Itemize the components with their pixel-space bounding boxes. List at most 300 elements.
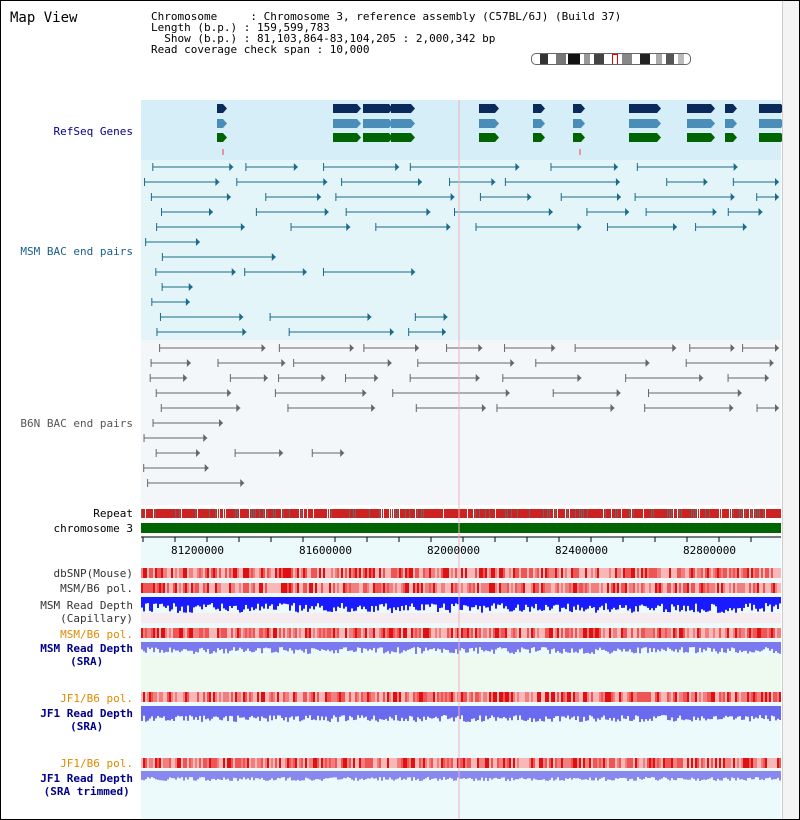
read-depth-bar (445, 706, 447, 716)
read-depth-bar (685, 597, 687, 611)
polymorphism-cell (281, 568, 283, 578)
polymorphism-cell (399, 692, 401, 702)
polymorphism-cell (279, 568, 281, 578)
read-depth-bar (593, 597, 595, 607)
read-depth-bar (583, 706, 585, 717)
read-depth-bar (147, 597, 149, 603)
polymorphism-cell (599, 568, 601, 578)
polymorphism-cell (507, 628, 509, 638)
read-depth-bar (239, 706, 241, 718)
polymorphism-cell (409, 568, 411, 578)
polymorphism-cell (541, 568, 543, 578)
polymorphism-cell (623, 568, 625, 578)
polymorphism-cell (191, 758, 193, 768)
polymorphism-cell (517, 568, 519, 578)
repeat-element (705, 509, 706, 518)
polymorphism-cell (281, 758, 283, 768)
msm-bac-end (616, 178, 620, 186)
b6n-bac-end (476, 374, 480, 382)
polymorphism-cell (611, 758, 613, 768)
polymorphism-cell (297, 758, 299, 768)
repeat-element (699, 509, 700, 518)
read-depth-bar (281, 771, 283, 777)
read-depth-bar (219, 771, 221, 780)
read-depth-bar (755, 771, 757, 777)
msm-bac-end (239, 313, 243, 321)
read-depth-bar (273, 597, 275, 610)
read-depth-bar (425, 706, 427, 720)
read-depth-bar (443, 706, 445, 715)
read-depth-bar (425, 597, 427, 605)
read-depth-bar (157, 706, 159, 716)
read-depth-bar (219, 706, 221, 720)
polymorphism-cell (529, 583, 531, 593)
polymorphism-cell (735, 568, 737, 578)
read-depth-bar (513, 771, 515, 780)
polymorphism-cell (703, 568, 705, 578)
read-depth-bar (639, 597, 641, 606)
polymorphism-cell (677, 583, 679, 593)
read-depth-bar (769, 706, 771, 721)
read-depth-bar (329, 597, 331, 612)
polymorphism-cell (615, 568, 617, 578)
read-depth-bar (499, 706, 501, 718)
vertical-scrollbar[interactable] (782, 1, 799, 819)
polymorphism-cell (635, 583, 637, 593)
read-depth-bar (169, 642, 171, 648)
polymorphism-cell (763, 628, 765, 638)
polymorphism-cell (253, 568, 255, 578)
read-depth-bar (707, 642, 709, 647)
read-depth-bar (565, 771, 567, 778)
gene-feature (687, 133, 711, 142)
read-depth-bar (235, 771, 237, 778)
read-depth-bar (487, 771, 489, 781)
read-depth-bar (351, 642, 353, 650)
read-depth-bar (239, 642, 241, 648)
msm-bac-end (446, 223, 450, 231)
polymorphism-cell (293, 692, 295, 702)
polymorphism-cell (189, 758, 191, 768)
read-depth-bar (161, 597, 163, 604)
read-depth-bar (471, 771, 473, 779)
read-depth-bar (411, 597, 413, 603)
polymorphism-cell (525, 568, 527, 578)
polymorphism-cell (247, 758, 249, 768)
polymorphism-cell (745, 758, 747, 768)
read-depth-bar (201, 597, 203, 609)
read-depth-bar (679, 642, 681, 650)
repeat-element (155, 509, 156, 518)
read-depth-bar (721, 597, 723, 612)
polymorphism-cell (501, 583, 503, 593)
polymorphism-cell (521, 583, 523, 593)
read-depth-bar (319, 706, 321, 720)
read-depth-bar (543, 642, 545, 647)
polymorphism-cell (611, 628, 613, 638)
read-depth-bar (253, 706, 255, 718)
polymorphism-cell (337, 583, 339, 593)
read-depth-bar (555, 706, 557, 716)
read-depth-bar (635, 706, 637, 715)
polymorphism-cell (161, 628, 163, 638)
read-depth-bar (677, 597, 679, 605)
polymorphism-cell (623, 583, 625, 593)
polymorphism-cell (449, 628, 451, 638)
read-depth-bar (199, 642, 201, 649)
read-depth-bar (437, 642, 439, 649)
polymorphism-cell (757, 583, 759, 593)
read-depth-bar (191, 771, 193, 777)
read-depth-bar (357, 771, 359, 781)
polymorphism-cell (265, 583, 267, 593)
polymorphism-cell (779, 692, 781, 702)
polymorphism-cell (207, 628, 209, 638)
polymorphism-cell (649, 758, 651, 768)
read-depth-bar (725, 706, 727, 716)
polymorphism-cell (309, 583, 311, 593)
b6n-bac-end (205, 464, 209, 472)
polymorphism-cell (185, 568, 187, 578)
read-depth-bar (233, 706, 235, 722)
polymorphism-cell (267, 692, 269, 702)
polymorphism-cell (705, 628, 707, 638)
polymorphism-cell (585, 758, 587, 768)
polymorphism-cell (663, 628, 665, 638)
polymorphism-cell (375, 583, 377, 593)
polymorphism-cell (391, 628, 393, 638)
polymorphism-cell (591, 568, 593, 578)
polymorphism-cell (391, 583, 393, 593)
polymorphism-cell (375, 628, 377, 638)
polymorphism-cell (227, 628, 229, 638)
polymorphism-cell (747, 758, 749, 768)
repeat-element (673, 509, 674, 518)
read-depth-bar (261, 597, 263, 607)
polymorphism-cell (739, 692, 741, 702)
repeat-element (443, 509, 444, 518)
polymorphism-cell (533, 628, 535, 638)
polymorphism-cell (435, 758, 437, 768)
polymorphism-cell (359, 628, 361, 638)
polymorphism-cell (629, 583, 631, 593)
read-depth-bar (501, 642, 503, 648)
polymorphism-cell (495, 692, 497, 702)
polymorphism-cell (401, 583, 403, 593)
polymorphism-cell (143, 692, 145, 702)
read-depth-bar (657, 642, 659, 650)
read-depth-bar (251, 597, 253, 607)
b6n-bac-end (738, 389, 742, 397)
read-depth-bar (359, 597, 361, 606)
read-depth-bar (775, 771, 777, 779)
read-depth-bar (345, 771, 347, 778)
polymorphism-cell (245, 628, 247, 638)
read-depth-bar (503, 597, 505, 608)
read-depth-bar (515, 642, 517, 652)
read-depth-bar (325, 597, 327, 610)
read-depth-bar (387, 597, 389, 610)
read-depth-bar (151, 771, 153, 777)
polymorphism-cell (559, 628, 561, 638)
read-depth-bar (499, 597, 501, 605)
polymorphism-cell (205, 628, 207, 638)
read-depth-bar (209, 706, 211, 721)
read-depth-bar (365, 706, 367, 717)
polymorphism-cell (525, 583, 527, 593)
msm-bac-end (731, 193, 735, 201)
polymorphism-cell (365, 628, 367, 638)
read-depth-bar (637, 706, 639, 716)
polymorphism-cell (601, 583, 603, 593)
read-depth-bar (263, 706, 265, 718)
polymorphism-cell (737, 583, 739, 593)
polymorphism-cell (661, 692, 663, 702)
read-depth-bar (701, 642, 703, 652)
polymorphism-cell (233, 692, 235, 702)
polymorphism-cell (279, 628, 281, 638)
polymorphism-cell (667, 758, 669, 768)
polymorphism-cell (451, 628, 453, 638)
read-depth-bar (421, 771, 423, 781)
read-depth-bar (669, 597, 671, 612)
polymorphism-cell (499, 692, 501, 702)
polymorphism-cell (277, 758, 279, 768)
repeat-element (603, 509, 604, 518)
read-depth-bar (571, 706, 573, 718)
read-depth-bar (205, 706, 207, 719)
read-depth-bar (779, 642, 781, 654)
read-depth-bar (541, 771, 543, 780)
polymorphism-cell (393, 758, 395, 768)
polymorphism-cell (263, 583, 265, 593)
polymorphism-cell (181, 692, 183, 702)
read-depth-bar (339, 642, 341, 649)
polymorphism-cell (627, 583, 629, 593)
read-depth-bar (165, 597, 167, 608)
read-depth-bar (773, 642, 775, 653)
polymorphism-cell (231, 758, 233, 768)
polymorphism-cell (335, 758, 337, 768)
polymorphism-cell (583, 628, 585, 638)
polymorphism-cell (375, 758, 377, 768)
read-depth-bar (701, 706, 703, 716)
read-depth-bar (661, 706, 663, 715)
read-depth-bar (721, 771, 723, 781)
polymorphism-cell (173, 692, 175, 702)
read-depth-bar (303, 771, 305, 780)
read-depth-bar (279, 642, 281, 647)
polymorphism-cell (169, 568, 171, 578)
read-depth-bar (151, 642, 153, 648)
read-depth-bar (321, 642, 323, 649)
polymorphism-cell (287, 692, 289, 702)
polymorphism-cell (515, 692, 517, 702)
read-depth-bar (193, 771, 195, 780)
polymorphism-cell (741, 568, 743, 578)
read-depth-bar (143, 642, 145, 651)
polymorphism-cell (575, 583, 577, 593)
polymorphism-cell (331, 628, 333, 638)
read-depth-bar (591, 597, 593, 608)
polymorphism-cell (547, 583, 549, 593)
polymorphism-cell (737, 758, 739, 768)
polymorphism-cell (655, 568, 657, 578)
polymorphism-cell (323, 583, 325, 593)
read-depth-bar (483, 706, 485, 721)
polymorphism-cell (259, 628, 261, 638)
polymorphism-cell (399, 568, 401, 578)
read-depth-bar (345, 597, 347, 607)
polymorphism-cell (653, 628, 655, 638)
read-depth-bar (767, 597, 769, 606)
read-depth-bar (717, 771, 719, 779)
read-depth-bar (275, 642, 277, 652)
read-depth-bar (419, 597, 421, 610)
polymorphism-cell (619, 583, 621, 593)
read-depth-bar (751, 771, 753, 779)
polymorphism-cell (477, 628, 479, 638)
read-depth-bar (639, 706, 641, 722)
read-depth-bar (383, 706, 385, 720)
msm-bac-end (215, 178, 219, 186)
polymorphism-cell (289, 628, 291, 638)
polymorphism-cell (421, 758, 423, 768)
read-depth-bar (257, 642, 259, 648)
read-depth-bar (757, 706, 759, 718)
polymorphism-cell (309, 628, 311, 638)
read-depth-bar (157, 597, 159, 608)
polymorphism-cell (229, 758, 231, 768)
read-depth-bar (613, 597, 615, 608)
polymorphism-cell (727, 758, 729, 768)
polymorphism-cell (185, 758, 187, 768)
read-depth-bar (225, 706, 227, 716)
read-depth-bar (341, 597, 343, 603)
polymorphism-cell (155, 568, 157, 578)
read-depth-bar (753, 597, 755, 605)
polymorphism-cell (301, 758, 303, 768)
read-depth-bar (637, 642, 639, 648)
read-depth-bar (775, 597, 777, 605)
polymorphism-cell (297, 568, 299, 578)
read-depth-bar (759, 642, 761, 652)
polymorphism-cell (233, 758, 235, 768)
read-depth-bar (231, 771, 233, 781)
read-depth-bar (291, 642, 293, 650)
genome-tracks-canvas[interactable] (1, 1, 800, 820)
polymorphism-cell (385, 568, 387, 578)
polymorphism-cell (373, 628, 375, 638)
read-depth-bar (141, 706, 143, 721)
read-depth-bar (741, 642, 743, 652)
polymorphism-cell (401, 758, 403, 768)
read-depth-bar (523, 771, 525, 779)
polymorphism-cell (685, 583, 687, 593)
read-depth-bar (631, 771, 633, 779)
b6n-bac-end (775, 344, 779, 352)
polymorphism-cell (583, 692, 585, 702)
read-depth-bar (381, 597, 383, 604)
polymorphism-cell (517, 583, 519, 593)
read-depth-bar (689, 706, 691, 720)
read-depth-bar (665, 706, 667, 715)
repeat-element (569, 509, 570, 518)
polymorphism-cell (241, 758, 243, 768)
polymorphism-cell (305, 758, 307, 768)
b6n-bac-end (610, 404, 614, 412)
polymorphism-cell (245, 583, 247, 593)
b6n-bac-end (371, 404, 375, 412)
polymorphism-cell (451, 583, 453, 593)
polymorphism-cell (475, 568, 477, 578)
polymorphism-cell (325, 692, 327, 702)
polymorphism-cell (411, 758, 413, 768)
read-depth-bar (343, 771, 345, 778)
polymorphism-cell (709, 568, 711, 578)
read-depth-bar (605, 706, 607, 719)
b6n-bac-end (482, 404, 486, 412)
polymorphism-cell (293, 628, 295, 638)
read-depth-bar (207, 706, 209, 718)
read-depth-bar (369, 771, 371, 779)
read-depth-bar (191, 642, 193, 651)
polymorphism-cell (727, 692, 729, 702)
polymorphism-cell (603, 692, 605, 702)
read-depth-bar (623, 706, 625, 718)
polymorphism-cell (581, 583, 583, 593)
read-depth-bar (565, 597, 567, 609)
read-depth-bar (759, 771, 761, 780)
read-depth-bar (619, 771, 621, 778)
polymorphism-cell (211, 628, 213, 638)
read-depth-bar (375, 642, 377, 652)
polymorphism-cell (461, 758, 463, 768)
read-depth-bar (231, 597, 233, 608)
polymorphism-cell (609, 692, 611, 702)
polymorphism-cell (169, 628, 171, 638)
polymorphism-cell (245, 568, 247, 578)
polymorphism-cell (467, 692, 469, 702)
polymorphism-cell (593, 568, 595, 578)
polymorphism-cell (343, 628, 345, 638)
polymorphism-cell (545, 628, 547, 638)
polymorphism-cell (271, 628, 273, 638)
polymorphism-cell (765, 568, 767, 578)
polymorphism-cell (159, 692, 161, 702)
polymorphism-cell (571, 692, 573, 702)
polymorphism-cell (403, 692, 405, 702)
read-depth-bar (657, 771, 659, 781)
polymorphism-cell (279, 583, 281, 593)
gene-feature (629, 119, 657, 128)
polymorphism-cell (617, 628, 619, 638)
repeat-element (263, 509, 264, 518)
read-depth-bar (167, 771, 169, 779)
polymorphism-cell (715, 568, 717, 578)
polymorphism-cell (329, 692, 331, 702)
polymorphism-cell (477, 758, 479, 768)
polymorphism-cell (339, 628, 341, 638)
b6n-bac-end (227, 389, 231, 397)
polymorphism-cell (429, 758, 431, 768)
polymorphism-cell (701, 568, 703, 578)
read-depth-bar (449, 771, 451, 778)
polymorphism-cell (389, 583, 391, 593)
polymorphism-cell (513, 692, 515, 702)
read-depth-bar (553, 597, 555, 606)
read-depth-bar (737, 771, 739, 778)
